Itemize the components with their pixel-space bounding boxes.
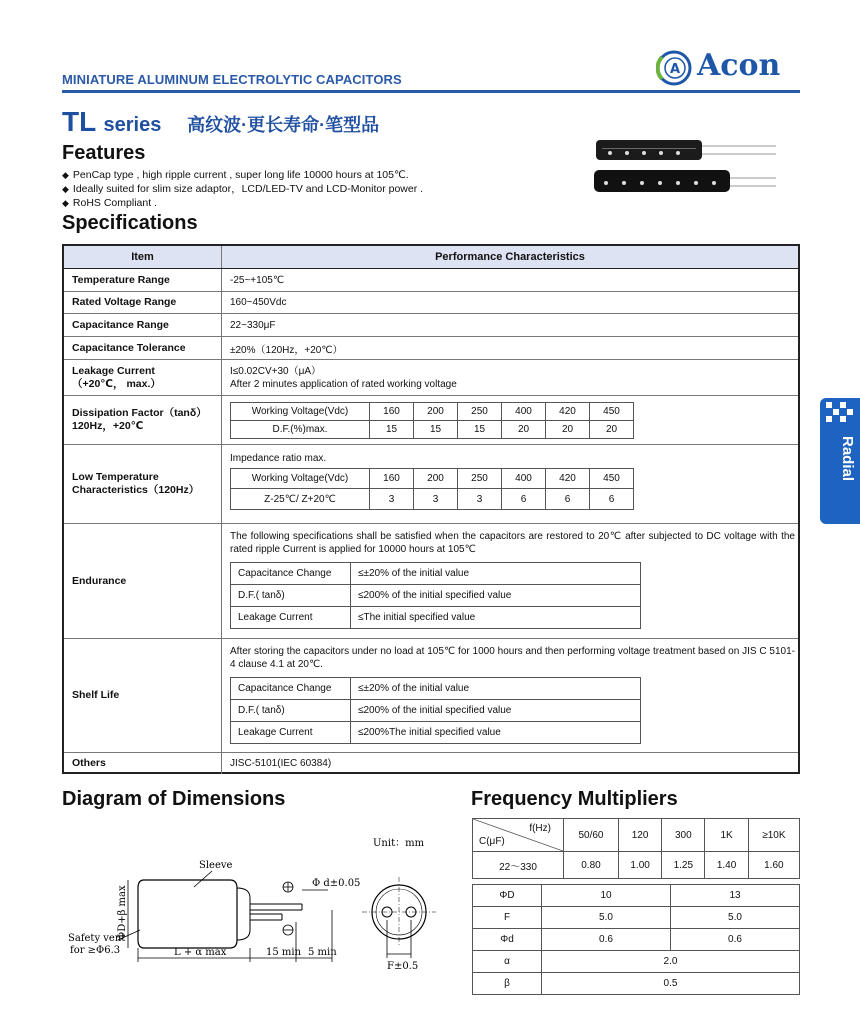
safety-vent-label: Safety vent <box>68 933 126 944</box>
shelf-key: D.F.( tanδ) <box>231 700 351 722</box>
feature-item: ◆ PenCap type , high ripple current , super long life 10000 hours at 105℃. <box>62 168 423 182</box>
shelf-life-text: After storing the capacitors under no load at 105℃ for 1000 hours and then performing voltage treatment based on JIS C 5101-4 clause 4.1 at 20℃. <box>230 646 795 670</box>
freq-multiplier: 0.80 <box>564 852 619 879</box>
spec-value: JISC-5101(IEC 60384) <box>230 758 332 769</box>
lead-5-label: 5 min <box>308 947 337 958</box>
lead-15-label: 15 min <box>266 947 302 958</box>
radial-side-tab[interactable] <box>820 398 860 524</box>
lead-diameter-label: Φ d±0.05 <box>312 878 361 889</box>
specifications-heading: Specifications <box>62 212 198 234</box>
df-value: 15 <box>458 420 502 438</box>
frequency-table <box>472 818 800 879</box>
freq-corner-cell <box>473 819 564 852</box>
spec-value <box>222 524 798 638</box>
size-value: 5.0 <box>542 907 671 929</box>
endurance-key: Capacitance Change <box>231 563 351 585</box>
endurance-key: Leakage Current <box>231 607 351 629</box>
body-diameter-label: ΦD+β max <box>117 885 128 940</box>
endurance-value: ≤200% of the initial specified value <box>351 585 641 607</box>
spec-row-others <box>64 752 798 774</box>
lt-value: 3 <box>458 489 502 510</box>
spec-label <box>64 396 222 444</box>
spec-label <box>64 445 222 523</box>
lt-value: 3 <box>414 489 458 510</box>
lt-value: 3 <box>370 489 414 510</box>
spec-label: Temperature Range <box>64 269 222 291</box>
shelf-life-table <box>230 677 641 744</box>
spec-label-line: （+20℃， max.） <box>72 377 161 390</box>
lt-voltage: 200 <box>414 469 458 489</box>
spec-label-line: Low Temperature <box>72 471 159 483</box>
freq-header: 1K <box>705 819 748 852</box>
spec-row-temperature <box>64 269 798 291</box>
col-item: Item <box>64 246 222 268</box>
features-heading: Features <box>62 142 146 164</box>
spec-value <box>222 639 798 752</box>
freq-header: 50/60 <box>564 819 619 852</box>
freq-corner-hz: f(Hz) <box>529 823 551 834</box>
df-voltage: 420 <box>546 402 590 420</box>
spec-label: Endurance <box>64 524 222 638</box>
spec-row-voltage <box>64 291 798 313</box>
freq-multiplier: 1.00 <box>618 852 661 879</box>
lt-value: 6 <box>546 489 590 510</box>
lt-voltage: 400 <box>502 469 546 489</box>
df-voltage: 400 <box>502 402 546 420</box>
spec-label-line: Leakage Current <box>72 364 155 377</box>
df-voltage: 450 <box>590 402 634 420</box>
spec-value <box>222 445 798 523</box>
df-table <box>230 402 634 439</box>
endurance-text: The following specifications shall be satisfied when the capacitors are restored to 20℃ after subjected to DC voltage with the rated ripple Current is applied for 10000 hours at 105℃ <box>230 531 795 555</box>
spec-row-dissipation <box>64 395 798 444</box>
sleeve-label: Sleeve <box>199 860 233 871</box>
dimension-diagram <box>62 830 462 980</box>
size-row-label: Φd <box>473 929 542 951</box>
spec-label: Capacitance Tolerance <box>64 337 222 359</box>
logo-mark-icon <box>656 48 696 88</box>
spec-label: Others <box>64 753 222 774</box>
spec-row-capacitance-range <box>64 313 798 336</box>
freq-header: 120 <box>618 819 661 852</box>
length-label: L + α max <box>174 947 227 958</box>
spec-header-row <box>64 246 798 269</box>
lt-value-label: Z-25℃/ Z+20℃ <box>231 489 370 510</box>
feature-item: ◆ RoHS Compliant . <box>62 196 423 210</box>
col-performance: Performance Characteristics <box>435 251 585 263</box>
df-voltage-label: Working Voltage(Vdc) <box>231 402 370 420</box>
spec-label-line: Characteristics（120Hz） <box>72 484 200 496</box>
unit-label: Unit：mm <box>373 838 425 849</box>
features-list <box>62 168 423 210</box>
df-value: 15 <box>370 420 414 438</box>
freq-multiplier: 1.60 <box>748 852 799 879</box>
size-value: 10 <box>542 885 671 907</box>
spec-value <box>222 360 798 395</box>
freq-header: ≥10K <box>748 819 799 852</box>
spec-row-tolerance <box>64 336 798 359</box>
header-rule <box>62 90 800 93</box>
spec-label: Rated Voltage Range <box>64 292 222 313</box>
shelf-value: ≤200%The initial specified value <box>351 722 641 744</box>
dimensions-heading: Diagram of Dimensions <box>62 788 286 810</box>
shelf-key: Leakage Current <box>231 722 351 744</box>
product-line-title: MINIATURE ALUMINUM ELECTROLYTIC CAPACITORS <box>62 72 402 87</box>
spec-value: ±20%（120Hz，+20℃） <box>230 344 343 356</box>
feature-item: ◆ Ideally suited for slim size adaptor，LCD/LED-TV and LCD-Monitor power . <box>62 182 423 196</box>
endurance-value: ≤The initial specified value <box>351 607 641 629</box>
spec-label: Capacitance Range <box>64 314 222 336</box>
spec-label-line: Dissipation Factor（tanδ） <box>72 407 207 419</box>
df-value: 20 <box>502 420 546 438</box>
freq-multiplier: 1.40 <box>705 852 748 879</box>
df-voltage: 160 <box>370 402 414 420</box>
freq-multiplier: 1.25 <box>662 852 705 879</box>
spec-row-shelf-life <box>64 638 798 752</box>
size-row-label: β <box>473 973 542 995</box>
lt-voltage: 420 <box>546 469 590 489</box>
df-value-label: D.F.(%)max. <box>231 420 370 438</box>
spec-value <box>222 396 798 444</box>
size-value: 0.5 <box>542 973 800 995</box>
logo-letter: A <box>669 62 681 77</box>
spec-row-endurance <box>64 523 798 638</box>
series-title <box>62 106 379 138</box>
df-value: 15 <box>414 420 458 438</box>
series-name: TL <box>62 106 96 137</box>
spec-label <box>64 360 222 395</box>
size-row-label: ΦD <box>473 885 542 907</box>
spec-value: 160~450Vdc <box>230 297 287 308</box>
freq-corner-cap: C(μF) <box>479 836 505 847</box>
lt-voltage: 250 <box>458 469 502 489</box>
spec-value: 22~330μF <box>230 319 276 331</box>
df-voltage: 200 <box>414 402 458 420</box>
pitch-label: F±0.5 <box>387 961 419 972</box>
specifications-table <box>62 244 800 774</box>
leakage-note: After 2 minutes application of rated working voltage <box>230 378 457 390</box>
impedance-intro: Impedance ratio max. <box>230 453 327 464</box>
spec-label-line: 120Hz，+20℃ <box>72 420 144 432</box>
size-value: 0.6 <box>542 929 671 951</box>
series-chinese: 高纹波·更长寿命·笔型品 <box>187 115 380 135</box>
freq-cap-range: 22～330 <box>473 852 564 879</box>
df-value: 20 <box>590 420 634 438</box>
impedance-table <box>230 468 634 510</box>
shelf-value: ≤200% of the initial specified value <box>351 700 641 722</box>
size-row-label: α <box>473 951 542 973</box>
size-value: 2.0 <box>542 951 800 973</box>
df-value: 20 <box>546 420 590 438</box>
lt-value: 6 <box>590 489 634 510</box>
size-value: 0.6 <box>671 929 800 951</box>
shelf-key: Capacitance Change <box>231 678 351 700</box>
radial-label: Radial <box>839 436 856 482</box>
spec-label: Shelf Life <box>64 639 222 752</box>
lt-voltage-label: Working Voltage(Vdc) <box>231 469 370 489</box>
size-value: 5.0 <box>671 907 800 929</box>
df-voltage: 250 <box>458 402 502 420</box>
endurance-table <box>230 562 641 629</box>
series-suffix: series <box>103 114 162 136</box>
spec-value: -25~+105℃ <box>230 274 285 286</box>
endurance-key: D.F.( tanδ) <box>231 585 351 607</box>
leakage-formula: I≤0.02CV+30（μA） <box>230 365 322 377</box>
brand-wordmark: Acon <box>697 48 781 83</box>
freq-header: 300 <box>662 819 705 852</box>
lead-size-table <box>472 884 800 995</box>
shelf-value: ≤±20% of the initial value <box>351 678 641 700</box>
size-row-label: F <box>473 907 542 929</box>
frequency-heading: Frequency Multipliers <box>471 788 678 810</box>
spec-row-low-temperature <box>64 444 798 523</box>
tab-pattern-icon <box>820 398 860 428</box>
acon-logo <box>656 48 796 88</box>
safety-vent-size: for ≥Φ6.3 <box>70 945 121 956</box>
size-value: 13 <box>671 885 800 907</box>
capacitor-product-image <box>592 140 778 196</box>
spec-row-leakage <box>64 359 798 395</box>
lt-voltage: 160 <box>370 469 414 489</box>
endurance-value: ≤±20% of the initial value <box>351 563 641 585</box>
lt-value: 6 <box>502 489 546 510</box>
lt-voltage: 450 <box>590 469 634 489</box>
